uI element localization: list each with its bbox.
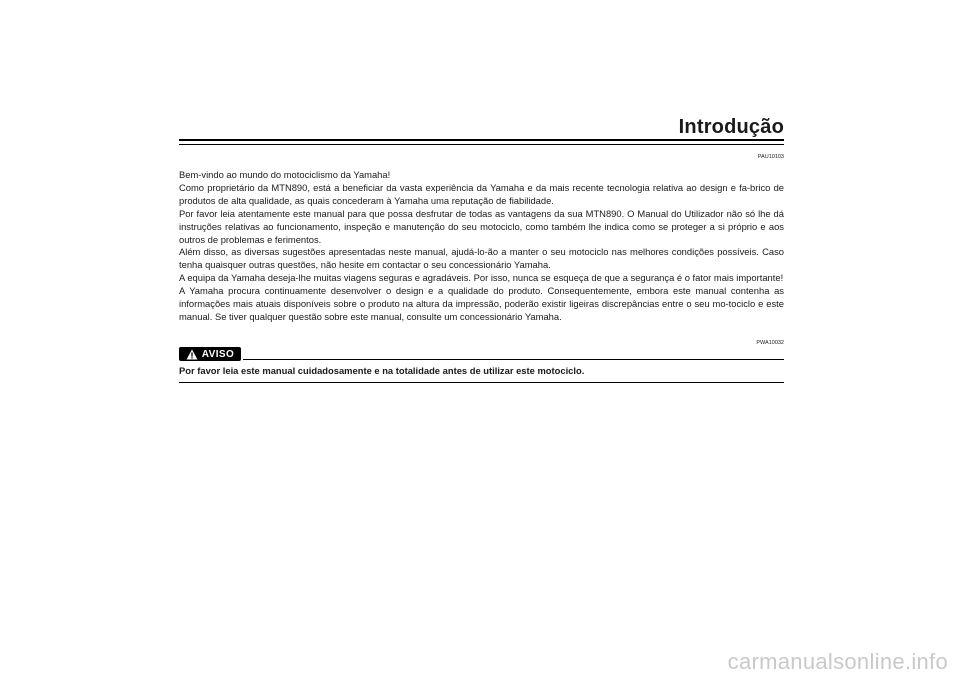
warning-text: Por favor leia este manual cuidadosamente e na totalidade antes de utilizar este motociclo.	[179, 365, 585, 376]
warning-triangle-icon	[186, 349, 198, 360]
paragraph-ownership: Como proprietário da MTN890, está a beneficiar da vasta experiência da Yamaha e da mais recente tecnologia relativa ao design e fa-brico de produtos de alta qualidade, as quais concederam à Yamaha uma reputação de fiabilidade.	[179, 181, 784, 206]
section-code: PAU10103	[757, 154, 784, 160]
warning-badge	[179, 347, 241, 361]
watermark: carmanualsonline.info	[727, 649, 948, 674]
paragraph-suggestions: Além disso, as diversas sugestões apresentadas neste manual, ajudá-lo-ão a manter o seu motociclo nas melhores condições possíveis. Caso tenha quaisquer outras questões, não hesite em contactar o seu concessionário Yamaha.	[179, 246, 784, 271]
warning-code: PWA10032	[756, 340, 784, 346]
warning-rule-top	[243, 359, 784, 360]
intro-text	[179, 169, 784, 324]
warning-rule-bottom	[179, 382, 784, 383]
paragraph-read-manual: Por favor leia atentamente este manual para que possa desfrutar de todas as vantagens da sua MTN890. O Manual do Utilizador não só lhe dá instruções relativas ao funcionamento, inspeção e manutenção do seu motociclo, como também lhe indica como se proteger a si próprio e aos outros de problemas e ferimentos.	[179, 207, 784, 245]
paragraph-development: A Yamaha procura continuamente desenvolver o design e a qualidade do produto. Consequentemente, embora este manual contenha as informações mais atuais disponíveis sobre o produto na altura da impressão, poderão existir ligeiras discrepâncias entre o seu mo-tociclo e este manual. Se tiver qualquer questão sobre este manual, consulte um concessionário Yamaha.	[179, 285, 784, 322]
title-rule-thin	[179, 144, 784, 145]
paragraph-safety: A equipa da Yamaha deseja-lhe muitas viagens seguras e agradáveis. Por isso, nunca se esqueça de que a segurança é o fator mais importante!	[179, 272, 784, 284]
warning-label: AVISO	[201, 348, 235, 360]
page-title: Introdução	[678, 116, 784, 138]
title-rule-thick	[179, 139, 784, 141]
paragraph-welcome: Bem-vindo ao mundo do motociclismo da Yamaha!	[179, 169, 391, 180]
